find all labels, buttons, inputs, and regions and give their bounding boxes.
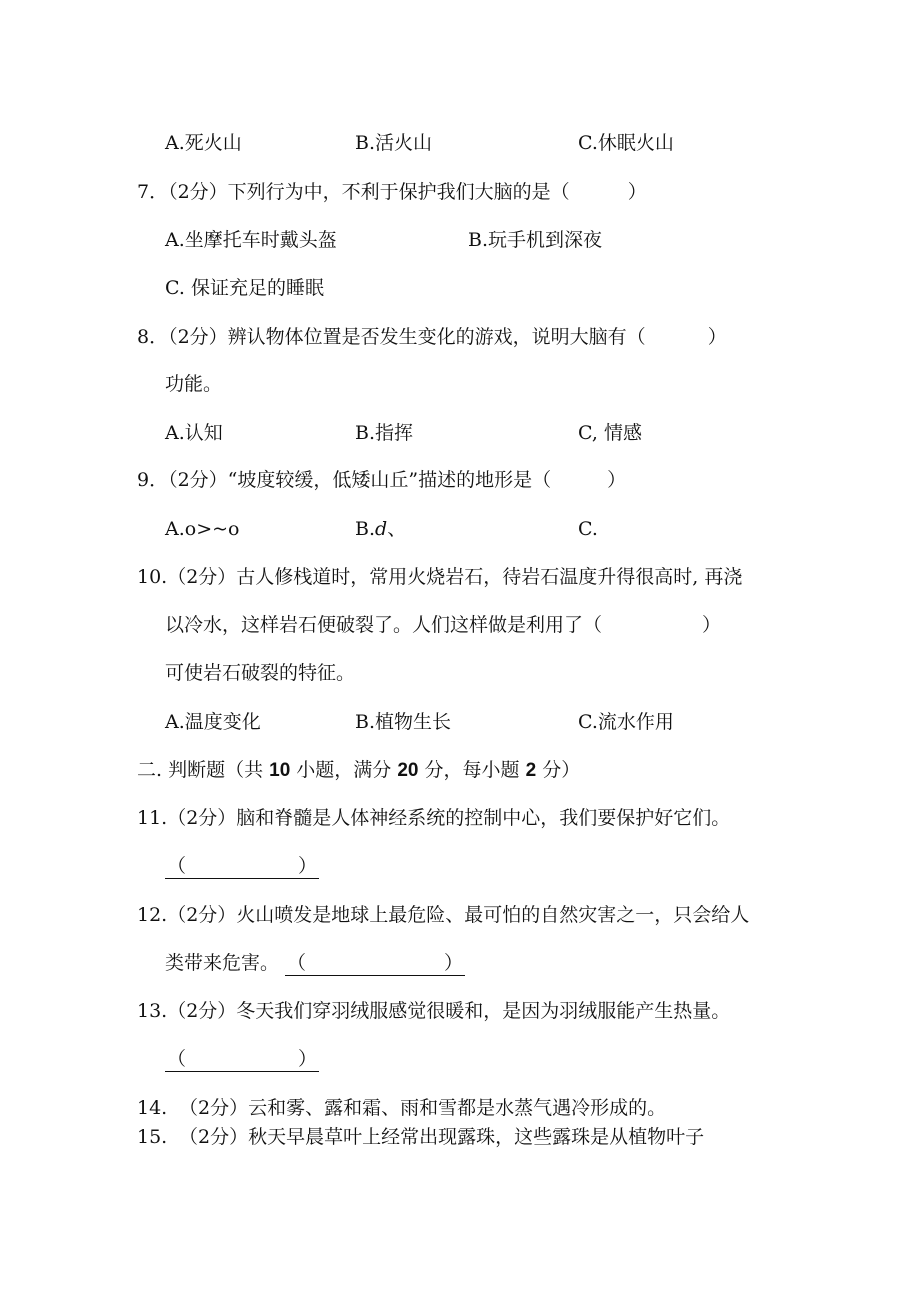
q8-paren-close: ） — [707, 326, 727, 348]
section-2-heading — [137, 758, 580, 783]
q13-answer-underline[interactable] — [165, 1047, 319, 1072]
q10-option-b: B.植物生长 — [355, 711, 452, 733]
section-2-suffix: 分） — [536, 759, 581, 781]
q11-stem: 11.（2分）脑和脊髓是人体神经系统的控制中心，我们要保护好它们。 — [137, 807, 731, 829]
q12-paren-open: （ — [287, 952, 307, 974]
q14-text: （2分）云和雾、露和霜、雨和雪都是水蒸气遇冷形成的。 — [179, 1097, 667, 1119]
q11-paren-open: （ — [167, 855, 187, 877]
q7-paren-close: ） — [627, 181, 647, 203]
q7-stem — [137, 180, 647, 204]
q13-stem: 13.（2分）冬天我们穿羽绒服感觉很暖和，是因为羽绒服能产生热量。 — [137, 1000, 731, 1022]
q12-answer-underline[interactable] — [285, 951, 465, 976]
q14-stem — [137, 1096, 666, 1120]
q10-line-2 — [165, 613, 721, 637]
section-2-count: 10 — [269, 760, 291, 781]
q6-option-a: A.死火山 — [165, 132, 242, 154]
q10-text: 以冷水，这样岩石便破裂了。人们这样做是利用了（ — [165, 614, 603, 636]
q6-option-b: B.活火山 — [355, 132, 433, 154]
q8-stem-continued: 功能。 — [165, 373, 223, 395]
q12-paren-close: ） — [444, 952, 464, 974]
q10-line-1: 10.（2分）古人修栈道时，常用火烧岩石，待岩石温度升得很高时, 再浇 — [137, 566, 743, 588]
section-2-each-score: 2 — [525, 760, 537, 781]
q9-option-a: A.o>~o — [165, 518, 240, 540]
q11-paren-close: ） — [298, 855, 318, 877]
q9-option-b-suffix: 、 — [387, 518, 407, 540]
q9-stem — [137, 468, 626, 492]
q7-text: ．（2分）下列行为中，不利于保护我们大脑的是（ — [149, 181, 570, 203]
q12-text: 类带来危害。 — [165, 952, 280, 974]
q9-option-b-prefix: B. — [355, 518, 376, 540]
q13-paren-close: ） — [298, 1048, 318, 1070]
q15-stem — [137, 1125, 704, 1149]
q9-option-b-italic: d — [375, 518, 388, 540]
q9-paren-close: ） — [607, 469, 627, 491]
q7-option-c: C. 保证充足的睡眠 — [165, 277, 324, 299]
q14-number: 14. — [137, 1097, 168, 1119]
q7-option-b: B.玩手机到深夜 — [468, 229, 603, 251]
q13-answer-blank[interactable] — [165, 1047, 319, 1072]
q9-number: 9 — [137, 469, 150, 491]
q8-option-b: B.指挥 — [355, 422, 414, 444]
q6-option-c: C.休眠火山 — [578, 132, 674, 154]
q8-option-c: C, 情感 — [578, 422, 642, 444]
q9-option-b — [355, 517, 406, 541]
q10-line-3: 可使岩石破裂的特征。 — [165, 662, 356, 684]
q10-paren-close: ） — [702, 614, 722, 636]
q15-text: （2分）秋天早晨草叶上经常出现露珠，这些露珠是从植物叶子 — [179, 1126, 705, 1148]
q12-stem: 12.（2分）火山喷发是地球上最危险、最可怕的自然灾害之一，只会给人 — [137, 904, 750, 926]
q11-answer-underline[interactable] — [165, 854, 319, 879]
q8-stem — [137, 325, 727, 349]
section-2-mid2: 分，每小题 — [418, 759, 526, 781]
q13-paren-open: （ — [167, 1048, 187, 1070]
q10-option-c: C.流水作用 — [578, 711, 674, 733]
q9-text: ．（2分）“坡度较缓，低矮山丘”描述的地形是（ — [149, 469, 552, 491]
q10-option-a: A.温度变化 — [165, 711, 261, 733]
q15-number: 15. — [137, 1126, 168, 1148]
q7-number: 7 — [137, 181, 150, 203]
q7-option-a: A.坐摩托车时戴头盔 — [165, 229, 337, 251]
q8-option-a: A.认知 — [165, 422, 223, 444]
q11-answer-blank[interactable] — [165, 854, 319, 879]
q9-option-c: C. — [578, 518, 598, 540]
q12-line-2 — [165, 951, 465, 976]
section-2-total-score: 20 — [397, 760, 419, 781]
section-2-mid1: 小题，满分 — [290, 759, 398, 781]
q8-text: ．（2分）辨认物体位置是否发生变化的游戏，说明大脑有（ — [149, 326, 646, 348]
q8-number: 8 — [137, 326, 150, 348]
section-2-prefix: 二. 判断题（共 — [137, 759, 270, 781]
